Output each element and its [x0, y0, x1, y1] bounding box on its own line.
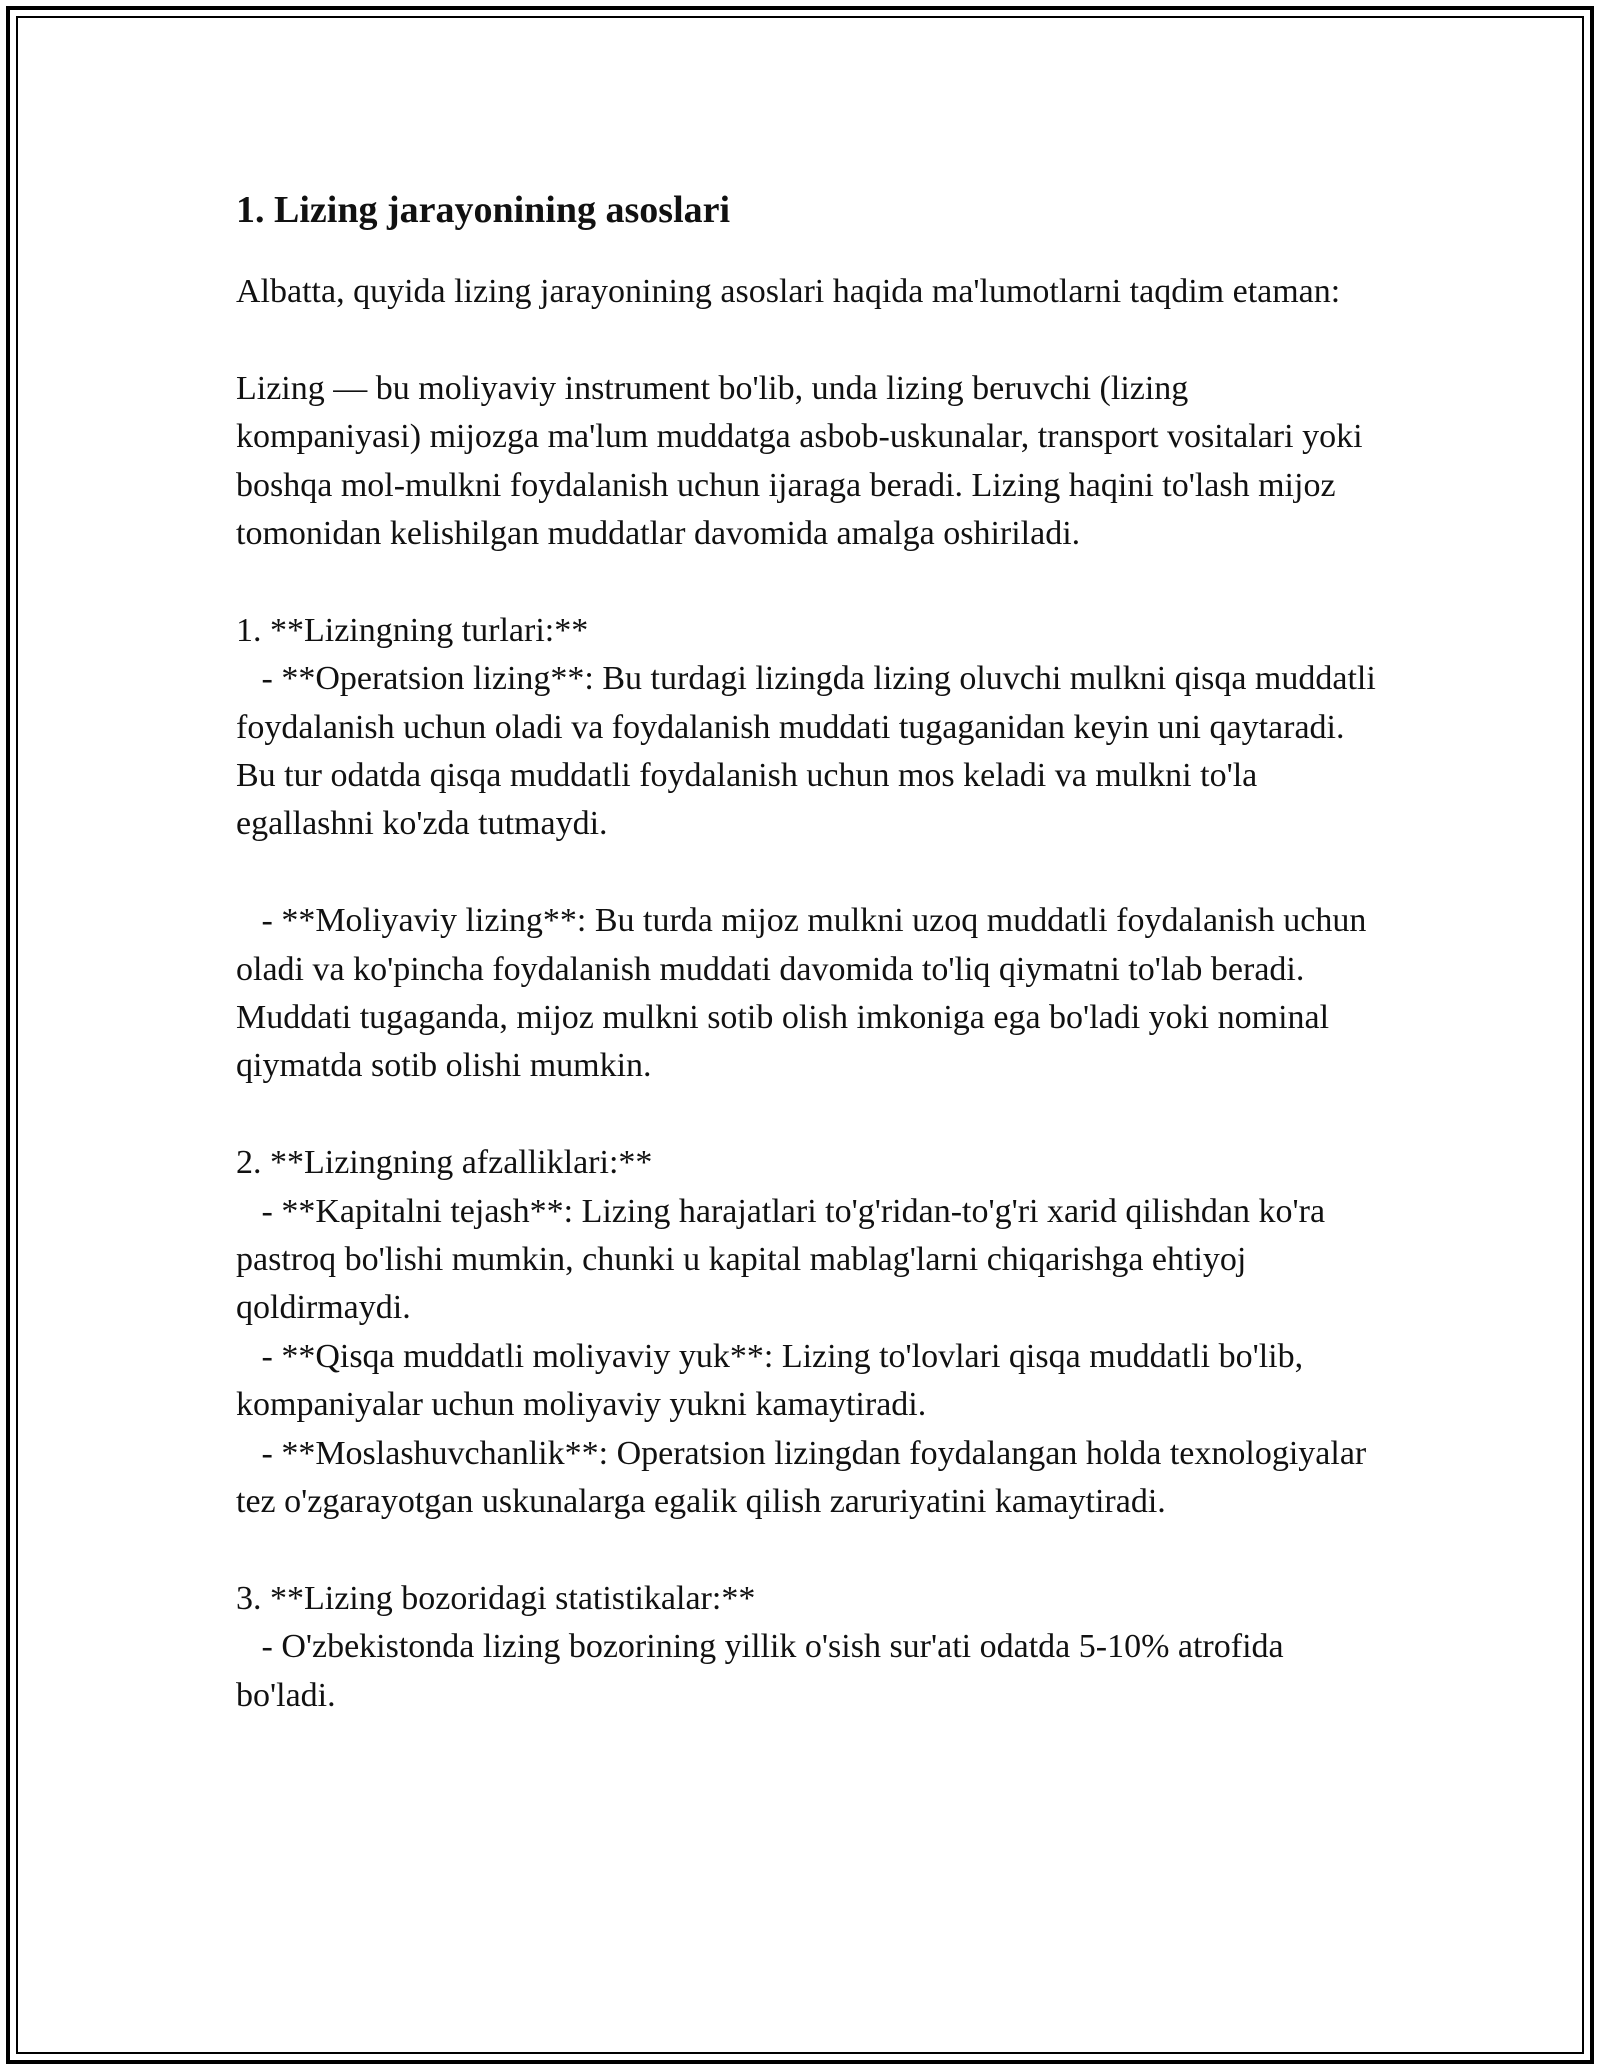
list-item-operational-leasing: - **Operatsion lizing**: Bu turdagi lizingda lizing oluvchi mulkni qisqa muddatli foydalanish uchun oladi va foydalanish muddati tugaganidan keyin uni qaytaradi. Bu tur odatda qisqa muddatli foydalanish uchun mos keladi va mulkni to'la egallashni ko'zda tutmaydi. [236, 660, 1385, 843]
definition-paragraph: Lizing — bu moliyaviy instrument bo'lib, unda lizing beruvchi (lizing kompaniyasi) mijozga ma'lum muddatga asbob-uskunalar, transport vositalari yoki boshqa mol-mulkni foydalanish uchun ijaraga beradi. Lizing haqini to'lash mijoz tomonidan kelishilgan muddatlar davomida amalga oshiriladi. [236, 369, 1372, 553]
paragraph-gap [236, 849, 1376, 897]
section-title-market-statistics: 3. **Lizing bozoridagi statistikalar:** [236, 1579, 756, 1617]
paragraph-gap [236, 1527, 1376, 1575]
intro-paragraph: Albatta, quyida lizing jarayonining asoslari haqida ma'lumotlarni taqdim etaman: [236, 273, 1341, 310]
paragraph-gap [236, 316, 1376, 364]
list-item-short-term-burden: - **Qisqa muddatli moliyaviy yuk**: Lizing to'lovlari qisqa muddatli bo'lib, kompaniyalar uchun moliyaviy yukni kamaytiradi. [236, 1337, 1312, 1424]
paragraph-gap [236, 558, 1376, 606]
paragraph-gap [236, 1091, 1376, 1139]
list-item-flexibility: - **Moslashuvchanlik**: Operatsion lizingdan foydalangan holda texnologiyalar tez o'zgarayotgan uskunalarga egalik qilish zaruriyatini kamaytiradi. [236, 1434, 1375, 1521]
document-heading: 1. Lizing jarayonining asoslari [236, 189, 731, 231]
section-title-leasing-types: 1. **Lizingning turlari:** [236, 611, 589, 649]
document-body [236, 186, 1385, 1720]
list-item-market-growth: - O'zbekistonda lizing bozorining yillik o'sish sur'ati odatda 5-10% atrofida bo'ladi. [236, 1628, 1293, 1714]
section-title-leasing-advantages: 2. **Lizingning afzalliklari:** [236, 1144, 653, 1182]
list-item-financial-leasing: - **Moliyaviy lizing**: Bu turda mijoz mulkni uzoq muddatli foydalanish uchun oladi va ko'pincha foydalanish muddati davomida to'liq qiymatni to'lab beradi. Muddati tugaganda, mijoz mulkni sotib olish imkoniga ega bo'ladi yoki nominal qiymatda sotib olishi mumkin. [236, 902, 1375, 1085]
list-item-capital-saving: - **Kapitalni tejash**: Lizing harajatlari to'g'ridan-to'g'ri xarid qilishdan ko'ra pastroq bo'lishi mumkin, chunki u kapital mablag'larni chiqarishga ehtiyoj qoldirmaydi. [236, 1192, 1334, 1327]
